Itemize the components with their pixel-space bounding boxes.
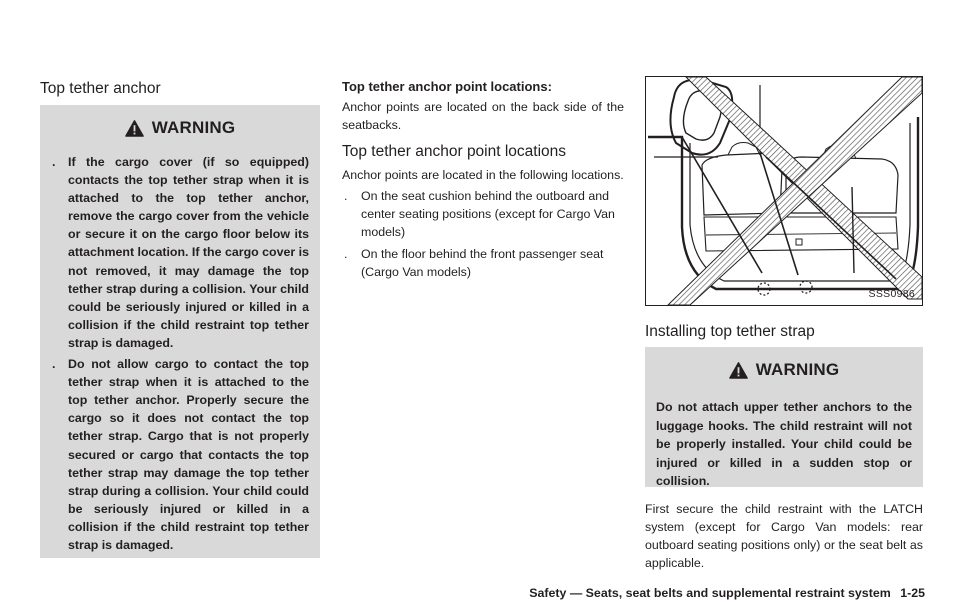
warning-box-cargo [40, 105, 320, 558]
figure-code: SSS0986 [868, 288, 915, 300]
middle-column [342, 78, 624, 285]
installing-heading: Installing top tether strap [645, 323, 815, 340]
page-footer [420, 586, 925, 600]
warning-item-text: If the cargo cover (if so equipped) contacts the top tether strap when it is attached to the top tether anchor, remove the cargo cover from the vehicle or secure it on the cargo floor below its attachment location. If the cargo cover is not removed, it may damage the top tether strap during a collision. Your child could be seriously injured or killed in a collision if the child restraint top tether strap is damaged. [68, 155, 309, 350]
bullet: . [52, 155, 56, 169]
warning-text: Do not attach upper tether anchors to the luggage hooks. The child restraint will not be properly installed. Your child could be injured or killed in a sudden stop or collision. [656, 400, 912, 489]
figure-anchor-locations [645, 76, 923, 306]
bullet-item-floor [342, 245, 624, 281]
warning-title [645, 359, 923, 381]
warning-title-text: WARNING [755, 360, 840, 379]
bullet: . [52, 357, 56, 372]
page-number: 1-25 [900, 586, 925, 600]
warning-box-luggage-hooks [645, 347, 923, 487]
bullet-text: On the floor behind the front passenger seat (Cargo Van models) [361, 247, 604, 279]
footer-text: Safety — Seats, seat belts and supplemental restraint system [529, 586, 891, 600]
section-title-top-tether-anchor: Top tether anchor [40, 80, 161, 97]
locations-intro: Anchor points are located on the back side of the seatbacks. [342, 100, 624, 132]
warning-title [40, 117, 320, 139]
warning-item-cargo-cover [48, 153, 309, 352]
warning-list [48, 153, 309, 554]
bullet: . [344, 247, 348, 261]
warning-triangle-icon [729, 362, 748, 379]
warning-title-text: WARNING [151, 118, 236, 137]
bullet-text: On the seat cushion behind the outboard and center seating positions (except for Cargo Van models) [361, 189, 615, 239]
locations-bullets [342, 187, 624, 281]
bullet-item-seat-cushion [342, 187, 624, 241]
locations-bold-heading: Top tether anchor point locations: [342, 79, 552, 94]
warning-item-text: Do not allow cargo to contact the top tether strap when it is attached to the top tether anchor. Properly secure the cargo so it does not contact the top tether strap. Cargo that is not properly secured or cargo that contacts the top tether strap may damage the top tether strap during a collision. Your child could be seriously injured or killed in a collision if the child restraint top tether strap is damaged. [68, 357, 309, 552]
installing-body-text: First secure the child restraint with the LATCH system (except for Cargo Van models: rear outboard seating positions only) or the seat belt as applicable. [645, 502, 923, 570]
locations-text: Anchor points are located in the following locations. [342, 168, 624, 182]
warning-item-cargo-contact [48, 355, 309, 554]
locations-heading: Top tether anchor point locations [342, 143, 567, 160]
cargo-area-illustration [646, 77, 922, 305]
warning-triangle-icon [125, 120, 144, 137]
bullet: . [344, 189, 348, 203]
